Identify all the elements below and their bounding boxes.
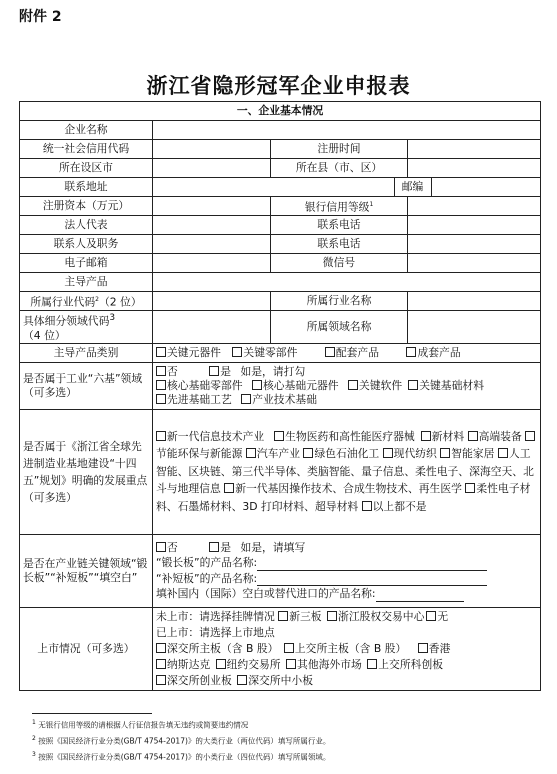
product-category-label: 主导产品类别: [20, 343, 153, 362]
long-board-input[interactable]: [257, 560, 487, 571]
option-core-components[interactable]: 核心基础元器件: [252, 379, 339, 392]
checkbox-advanced-materials[interactable]: [465, 483, 475, 493]
address-field[interactable]: [153, 178, 394, 197]
checkbox-green-petrochem[interactable]: [303, 448, 313, 458]
option-supply-chain-no[interactable]: 否: [156, 541, 178, 554]
six-base-label: 是否属于工业“六基”领域（可多选）: [20, 362, 153, 409]
listing-label: 上市情况（可多选）: [20, 607, 153, 690]
footnote-2: $^2$ 按照《国民经济行业分类(GB/T 4754-2017)》的大类行业（两位代码）填写所属行业。: [32, 735, 331, 746]
supply-chain-options: [153, 534, 541, 607]
checkbox-ai-frontier[interactable]: [498, 448, 508, 458]
unlisted-prompt: 未上市：请选择挂牌情况: [156, 609, 275, 623]
application-form-table: [19, 101, 541, 691]
option-six-base-yes[interactable]: 是: [209, 365, 231, 378]
email-field[interactable]: [153, 254, 271, 273]
footnote-3: $^3$ 按照《国民经济行业分类(GB/T 4754-2017)》的小类行业（四位代码）填写所属领域。: [32, 751, 331, 762]
company-name-label: 企业名称: [20, 121, 153, 140]
option-supporting-products[interactable]: 配套产品: [325, 346, 379, 359]
checkbox[interactable]: [156, 431, 166, 441]
checkbox[interactable]: [156, 394, 166, 404]
phone-label-1: 联系电话: [271, 216, 408, 235]
industry-code-label: 所属行业代码$^2$（2 位）: [20, 292, 153, 311]
option-nyse[interactable]: 纽约交易所: [216, 658, 281, 671]
option-industrial-tech[interactable]: 产业技术基础: [241, 393, 317, 406]
credit-code-field[interactable]: [153, 140, 271, 159]
option-key-parts[interactable]: 关键零部件: [232, 346, 297, 359]
company-name-field[interactable]: [153, 121, 541, 140]
checkbox[interactable]: [252, 380, 262, 390]
wechat-field[interactable]: [408, 254, 541, 273]
checkbox-textile[interactable]: [383, 448, 393, 458]
main-product-label: 主导产品: [20, 273, 153, 292]
county-label: 所在县（市、区）: [271, 159, 408, 178]
credit-code-label: 统一社会信用代码: [20, 140, 153, 159]
six-base-prompt: 如是，请打勾: [240, 364, 306, 378]
field-name-field[interactable]: [408, 311, 541, 344]
checkbox[interactable]: [418, 643, 428, 653]
field-name-label: 所属领域名称: [271, 311, 408, 344]
city-label: 所在设区市: [20, 159, 153, 178]
checkbox[interactable]: [156, 380, 166, 390]
checkbox-biotech[interactable]: [224, 483, 234, 493]
listed-prompt: 已上市：请选择上市地点: [156, 625, 275, 639]
bank-credit-label: 银行信用等级$^1$: [271, 197, 408, 216]
bank-credit-field[interactable]: [408, 197, 541, 216]
checkbox-smart-home[interactable]: [440, 448, 450, 458]
option-it-industry[interactable]: 新一代信息技术产业: [156, 430, 264, 443]
option-zj-equity[interactable]: 浙江股权交易中心: [327, 610, 424, 623]
checkbox-none[interactable]: [362, 501, 372, 511]
listing-options: 未上市：请选择挂牌情况 新三板 浙江股权交易中心 无 已上市：请选择上市地点 深交所主板（含 B 股） 上交所主板（含 B 股） 香港 纳斯达克 纽约交易所 其他海外市场 上交所科创板 深交所创业板 深交所中小板: [153, 607, 541, 690]
option-key-software[interactable]: 关键软件: [348, 379, 402, 392]
phone-field-1[interactable]: [408, 216, 541, 235]
option-hkex[interactable]: 香港: [418, 642, 451, 655]
checkbox[interactable]: [284, 643, 294, 653]
checkbox[interactable]: [348, 380, 358, 390]
checkbox[interactable]: [286, 659, 296, 669]
checkbox[interactable]: [325, 347, 335, 357]
short-board-label: “补短板”的产品名称:: [156, 571, 258, 585]
gap-fill-input[interactable]: [376, 591, 464, 602]
county-field[interactable]: [408, 159, 541, 178]
checkbox[interactable]: [156, 643, 166, 653]
checkbox[interactable]: [237, 675, 247, 685]
checkbox[interactable]: [367, 659, 377, 669]
checkbox[interactable]: [209, 366, 219, 376]
industry-name-label: 所属行业名称: [271, 292, 408, 311]
checkbox[interactable]: [216, 659, 226, 669]
option-sme-board[interactable]: 深交所中小板: [237, 674, 313, 687]
option-biomedicine[interactable]: 生物医药和高性能医疗器械: [274, 430, 415, 443]
legal-rep-label: 法人代表: [20, 216, 153, 235]
main-product-field[interactable]: [153, 273, 541, 292]
reg-capital-field[interactable]: [153, 197, 271, 216]
subfield-code-field[interactable]: [153, 311, 271, 344]
checkbox[interactable]: [156, 347, 166, 357]
postcode-label: 邮编: [394, 178, 432, 196]
option-core-parts[interactable]: 核心基础零部件: [156, 379, 243, 392]
contact-label: 联系人及职务: [20, 235, 153, 254]
contact-field[interactable]: [153, 235, 271, 254]
option-chinext[interactable]: 深交所创业板: [156, 674, 232, 687]
checkbox-energy[interactable]: [525, 431, 535, 441]
form-title: 浙江省隐形冠军企业申报表: [146, 73, 411, 98]
checkbox[interactable]: [156, 366, 166, 376]
checkbox[interactable]: [327, 611, 337, 621]
checkbox[interactable]: [232, 347, 242, 357]
subfield-code-label: 具体细分领域代码$^3$ （4 位）: [20, 311, 153, 344]
industry-code-field[interactable]: [153, 292, 271, 311]
checkbox[interactable]: [274, 431, 284, 441]
wechat-label: 微信号: [271, 254, 408, 273]
option-szse-main[interactable]: 深交所主板（含 B 股）: [156, 642, 278, 655]
checkbox[interactable]: [406, 347, 416, 357]
checkbox-new-materials[interactable]: [421, 431, 431, 441]
reg-time-field[interactable]: [408, 140, 541, 159]
checkbox[interactable]: [241, 394, 251, 404]
legal-rep-field[interactable]: [153, 216, 271, 235]
address-label: 联系地址: [20, 178, 153, 197]
checkbox[interactable]: [278, 611, 288, 621]
supply-chain-prompt: 如是，请填写: [240, 540, 306, 554]
gap-fill-label: 填补国内（国际）空白或替代进口的产品名称:: [156, 587, 376, 601]
checkbox-high-end-equipment[interactable]: [468, 431, 478, 441]
option-nasdaq[interactable]: 纳斯达克: [156, 658, 210, 671]
option-key-components[interactable]: 关键元器件: [156, 346, 221, 359]
supply-chain-label: 是否在产业链关键领域“锻长板”“补短板”“填空白”: [20, 534, 153, 607]
long-board-label: “锻长板”的产品名称:: [156, 556, 258, 570]
option-six-base-no[interactable]: 否: [156, 365, 178, 378]
footnote-1: $^1$ 无银行信用等级的请根据人行征信报告填无违约或简要违约情况: [32, 719, 249, 730]
advanced-base-options: 新一代信息技术产业 生物医药和高性能医疗器械 新材料 高端装备 节能环保与新能源 汽车产业 绿色石油化工 现代纺织 智能家居 人工智能、区块链、第三代半导体、类脑智能、量子信息、柔性电子、深海空天、北斗与地理信息 新一代基因操作技术、合成生物技术、再生医学 柔性电子材料、石墨烯材料、3D 打印材料、超导材料 以上都不是: [153, 409, 541, 534]
checkbox[interactable]: [209, 542, 219, 552]
product-category-options: [153, 343, 541, 362]
checkbox[interactable]: [156, 675, 166, 685]
postcode-cell[interactable]: [394, 178, 541, 197]
option-star-market[interactable]: 上交所科创板: [367, 658, 443, 671]
footnote-divider: [32, 713, 152, 714]
option-supply-chain-yes[interactable]: 是: [209, 541, 231, 554]
section-header: 一、企业基本情况: [20, 102, 541, 121]
option-overseas[interactable]: 其他海外市场: [286, 658, 362, 671]
reg-capital-label: 注册资本（万元）: [20, 197, 153, 216]
city-field[interactable]: [153, 159, 271, 178]
option-advanced-process[interactable]: 先进基础工艺: [156, 393, 232, 406]
option-neeq[interactable]: 新三板: [278, 610, 321, 623]
footnotes: [32, 716, 330, 764]
phone-label-2: 联系电话: [271, 235, 408, 254]
email-label: 电子邮箱: [20, 254, 153, 273]
short-board-input[interactable]: [257, 575, 487, 586]
checkbox[interactable]: [156, 659, 166, 669]
checkbox[interactable]: [156, 542, 166, 552]
option-sse-main[interactable]: 上交所主板（含 B 股）: [284, 642, 406, 655]
advanced-base-label: 是否属于《浙江省全球先进制造业基地建设“十四五”规划》明确的发展重点（可多选）: [20, 409, 153, 534]
reg-time-label: 注册时间: [271, 140, 408, 159]
checkbox-unlisted-none[interactable]: [426, 611, 436, 621]
phone-field-2[interactable]: [408, 235, 541, 254]
attachment-label: 附件 2: [19, 9, 62, 25]
option-complete-sets[interactable]: 成套产品: [406, 346, 460, 359]
six-base-options: 否 是 如是，请打勾 核心基础零部件 核心基础元器件 关键软件 关键基础材料 先进基础工艺 产业技术基础: [153, 362, 541, 409]
industry-name-field[interactable]: [408, 292, 541, 311]
checkbox-auto[interactable]: [246, 448, 256, 458]
checkbox-key-materials[interactable]: [408, 380, 418, 390]
